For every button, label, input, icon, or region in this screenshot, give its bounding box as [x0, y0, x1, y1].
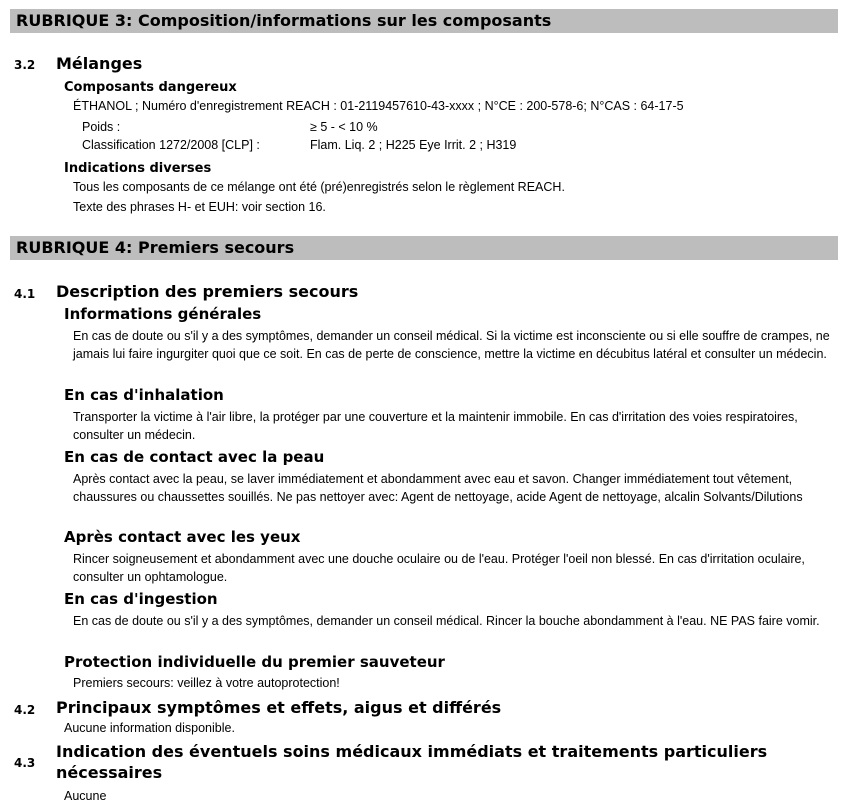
general-info-title: Informations générales	[64, 305, 262, 323]
eye-contact-text: Rincer soigneusement et abondamment avec une douche oculaire ou de l'eau. Protéger l'oeil non blessé. En cas d'irritation oculaire, consulter un ophtamologue.	[73, 552, 805, 584]
inhalation-title: En cas d'inhalation	[64, 386, 224, 404]
general-info-text: En cas de doute ou s'il y a des symptômes, demander un conseil médical. Si la victime est inconsciente ou si elle souffre de crampes, ne jamais lui faire ingurgiter quoi que ce soit. En cas de perte de conscience, mettre la victime en décubitus latéral et consulter un médecin.	[73, 329, 830, 361]
skin-contact-title: En cas de contact avec la peau	[64, 448, 325, 466]
hazardous-components-title: Composants dangereux	[64, 80, 237, 95]
subsection-4-3-number: 4.3	[14, 756, 36, 770]
section-4-header	[10, 236, 838, 260]
eye-contact-title: Après contact avec les yeux	[64, 528, 301, 546]
subsection-4-3-text: Aucune	[64, 789, 107, 803]
inhalation-text: Transporter la victime à l'air libre, la protéger par une couverture et la maintenir immobile. En cas d'irritation des voies respiratoires, consulter un médecin.	[73, 410, 798, 442]
misc-indications-line-1: Tous les composants de ce mélange ont été (pré)enregistrés selon le règlement REACH.	[73, 180, 565, 194]
ingestion-text: En cas de doute ou s'il y a des symptômes, demander un conseil médical. Rincer la bouche abondamment à l'eau. NE PAS faire vomir.	[73, 614, 820, 628]
first-aider-protection-text: Premiers secours: veillez à votre autoprotection!	[73, 676, 340, 690]
subsection-4-1-number: 4.1	[14, 287, 36, 301]
subsection-4-2-number: 4.2	[14, 703, 36, 717]
subsection-4-3-title: Indication des éventuels soins médicaux immédiats et traitements particuliers nécessaires	[56, 742, 768, 782]
ingestion-title: En cas d'ingestion	[64, 590, 218, 608]
classification-value: Flam. Liq. 2 ; H225 Eye Irrit. 2 ; H319	[310, 138, 517, 152]
subsection-4-1-title: Description des premiers secours	[56, 282, 359, 301]
classification-label: Classification 1272/2008 [CLP] :	[82, 138, 260, 152]
subsection-3-2-number: 3.2	[14, 58, 36, 72]
subsection-3-2-title: Mélanges	[56, 54, 143, 73]
subsection-4-2-title: Principaux symptômes et effets, aigus et différés	[56, 698, 502, 717]
misc-indications-line-2: Texte des phrases H- et EUH: voir section 16.	[73, 200, 326, 214]
subsection-4-2-text: Aucune information disponible.	[64, 721, 235, 735]
skin-contact-text: Après contact avec la peau, se laver immédiatement et abondamment avec eau et savon. Changer immédiatement tout vêtement, chaussures ou chaussettes souillés. Ne pas nettoyer avec: Agent de nettoyage, acide Agent de nettoyage, alcalin Solvants/Dilutions	[73, 472, 803, 504]
section-4-title: RUBRIQUE 4: Premiers secours	[16, 238, 295, 257]
section-3-title: RUBRIQUE 3: Composition/informations sur les composants	[16, 11, 552, 30]
section-3-header	[10, 9, 838, 33]
weight-value: ≥ 5 - < 10 %	[310, 120, 378, 134]
weight-label: Poids :	[82, 120, 121, 134]
ethanol-line: ÉTHANOL ; Numéro d'enregistrement REACH : 01-2119457610-43-xxxx ; N°CE : 200-578-6; N°CAS : 64-17-5	[73, 99, 684, 113]
first-aider-protection-title: Protection individuelle du premier sauveteur	[64, 653, 445, 671]
misc-indications-title: Indications diverses	[64, 161, 212, 176]
